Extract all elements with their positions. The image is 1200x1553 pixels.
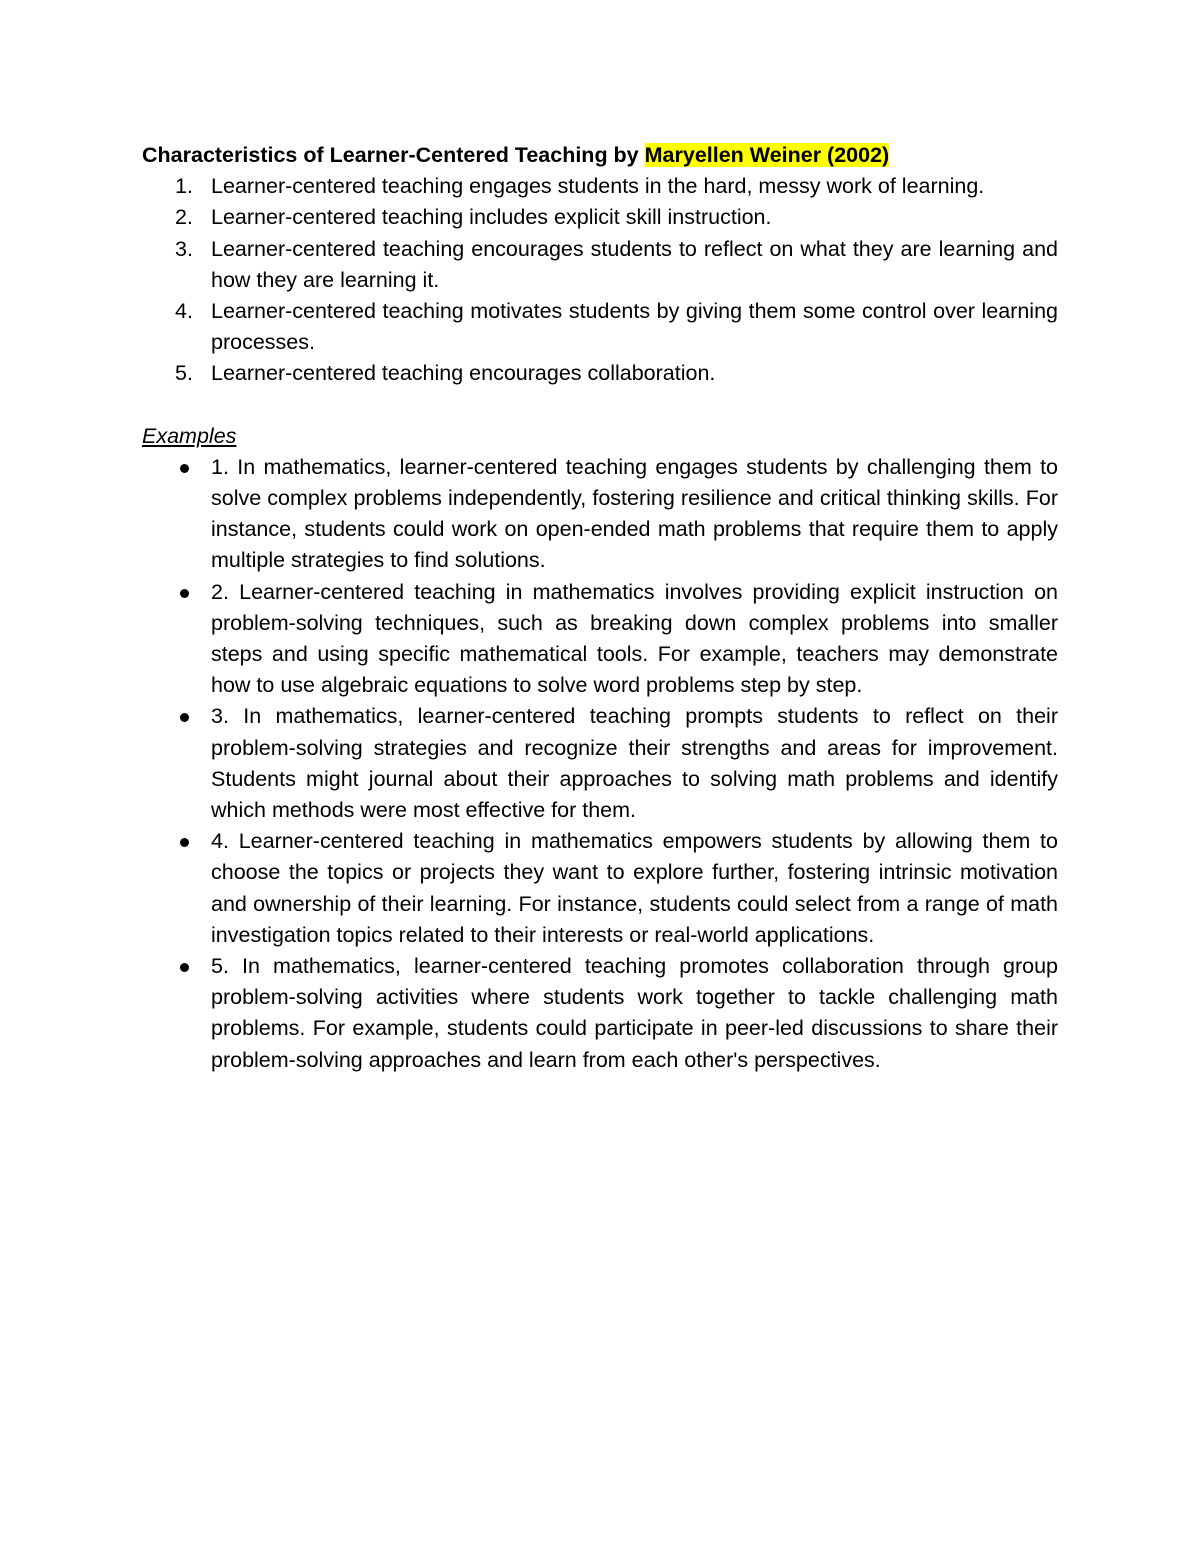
bullet-icon [180,464,189,473]
list-item-text: Learner-centered teaching includes explicit skill instruction. [211,205,772,230]
list-number: 5. [175,361,193,386]
list-item-text: 2. Learner-centered teaching in mathematics involves providing explicit instruction on problem-solving techniques, such as breaking down complex problems into smaller steps and using specific mathematical tools. For example, teachers may demonstrate how to use algebraic equations to solve word problems step by step. [211,579,1058,698]
list-number: 3. [175,236,193,261]
list-item [142,202,1058,233]
author-highlight: Maryellen Weiner (2002) [644,143,890,167]
list-item [142,296,1058,358]
document-title [142,140,1058,171]
list-item-text: 1. In mathematics, learner-centered teaching engages students by challenging them to solve complex problems independently, fostering resilience and critical thinking skills. For instance, students could work on open-ended math problems that require them to apply multiple strategies to find solutions. [211,454,1058,573]
list-item-text: Learner-centered teaching engages students in the hard, messy work of learning. [211,174,985,199]
title-text: Characteristics of Learner-Centered Teaching by [142,143,645,167]
bullet-icon [180,589,189,598]
list-item [142,577,1058,702]
list-number: 1. [175,174,193,199]
list-item [142,951,1058,1076]
list-number: 4. [175,299,193,324]
paragraph-spacer [142,390,1058,421]
list-item-text: 5. In mathematics, learner-centered teaching promotes collaboration through group problem-solving activities where students work together to tackle challenging math problems. For example, students could participate in peer-led discussions to share their problem-solving approaches and learn from each other's perspectives. [211,954,1058,1072]
examples-heading: Examples [142,423,237,448]
list-item [142,701,1058,826]
list-item [142,826,1058,951]
list-item [142,358,1058,389]
list-item [142,234,1058,296]
characteristics-list [142,171,1058,389]
bullet-icon [180,713,189,722]
document-page [142,140,1058,1076]
list-item-text: Learner-centered teaching encourages collaboration. [211,361,716,386]
bullet-icon [180,838,189,847]
list-item [142,171,1058,202]
list-number: 2. [175,205,193,230]
list-item-text: 4. Learner-centered teaching in mathematics empowers students by allowing them to choose the topics or projects they want to explore further, fostering intrinsic motivation and ownership of their learning. For instance, students could select from a range of math investigation topics related to their interests or real-world applications. [211,829,1058,947]
bullet-icon [180,963,189,972]
list-item [142,452,1058,577]
examples-list [142,452,1058,1076]
list-item-text: Learner-centered teaching motivates students by giving them some control over learning processes. [211,299,1058,355]
list-item-text: 3. In mathematics, learner-centered teaching prompts students to reflect on their problem-solving strategies and recognize their strengths and areas for improvement. Students might journal about their approaches to solving math problems and identify which methods were most effective for them. [211,704,1058,823]
list-item-text: Learner-centered teaching encourages students to reflect on what they are learning and how they are learning it. [211,236,1058,292]
